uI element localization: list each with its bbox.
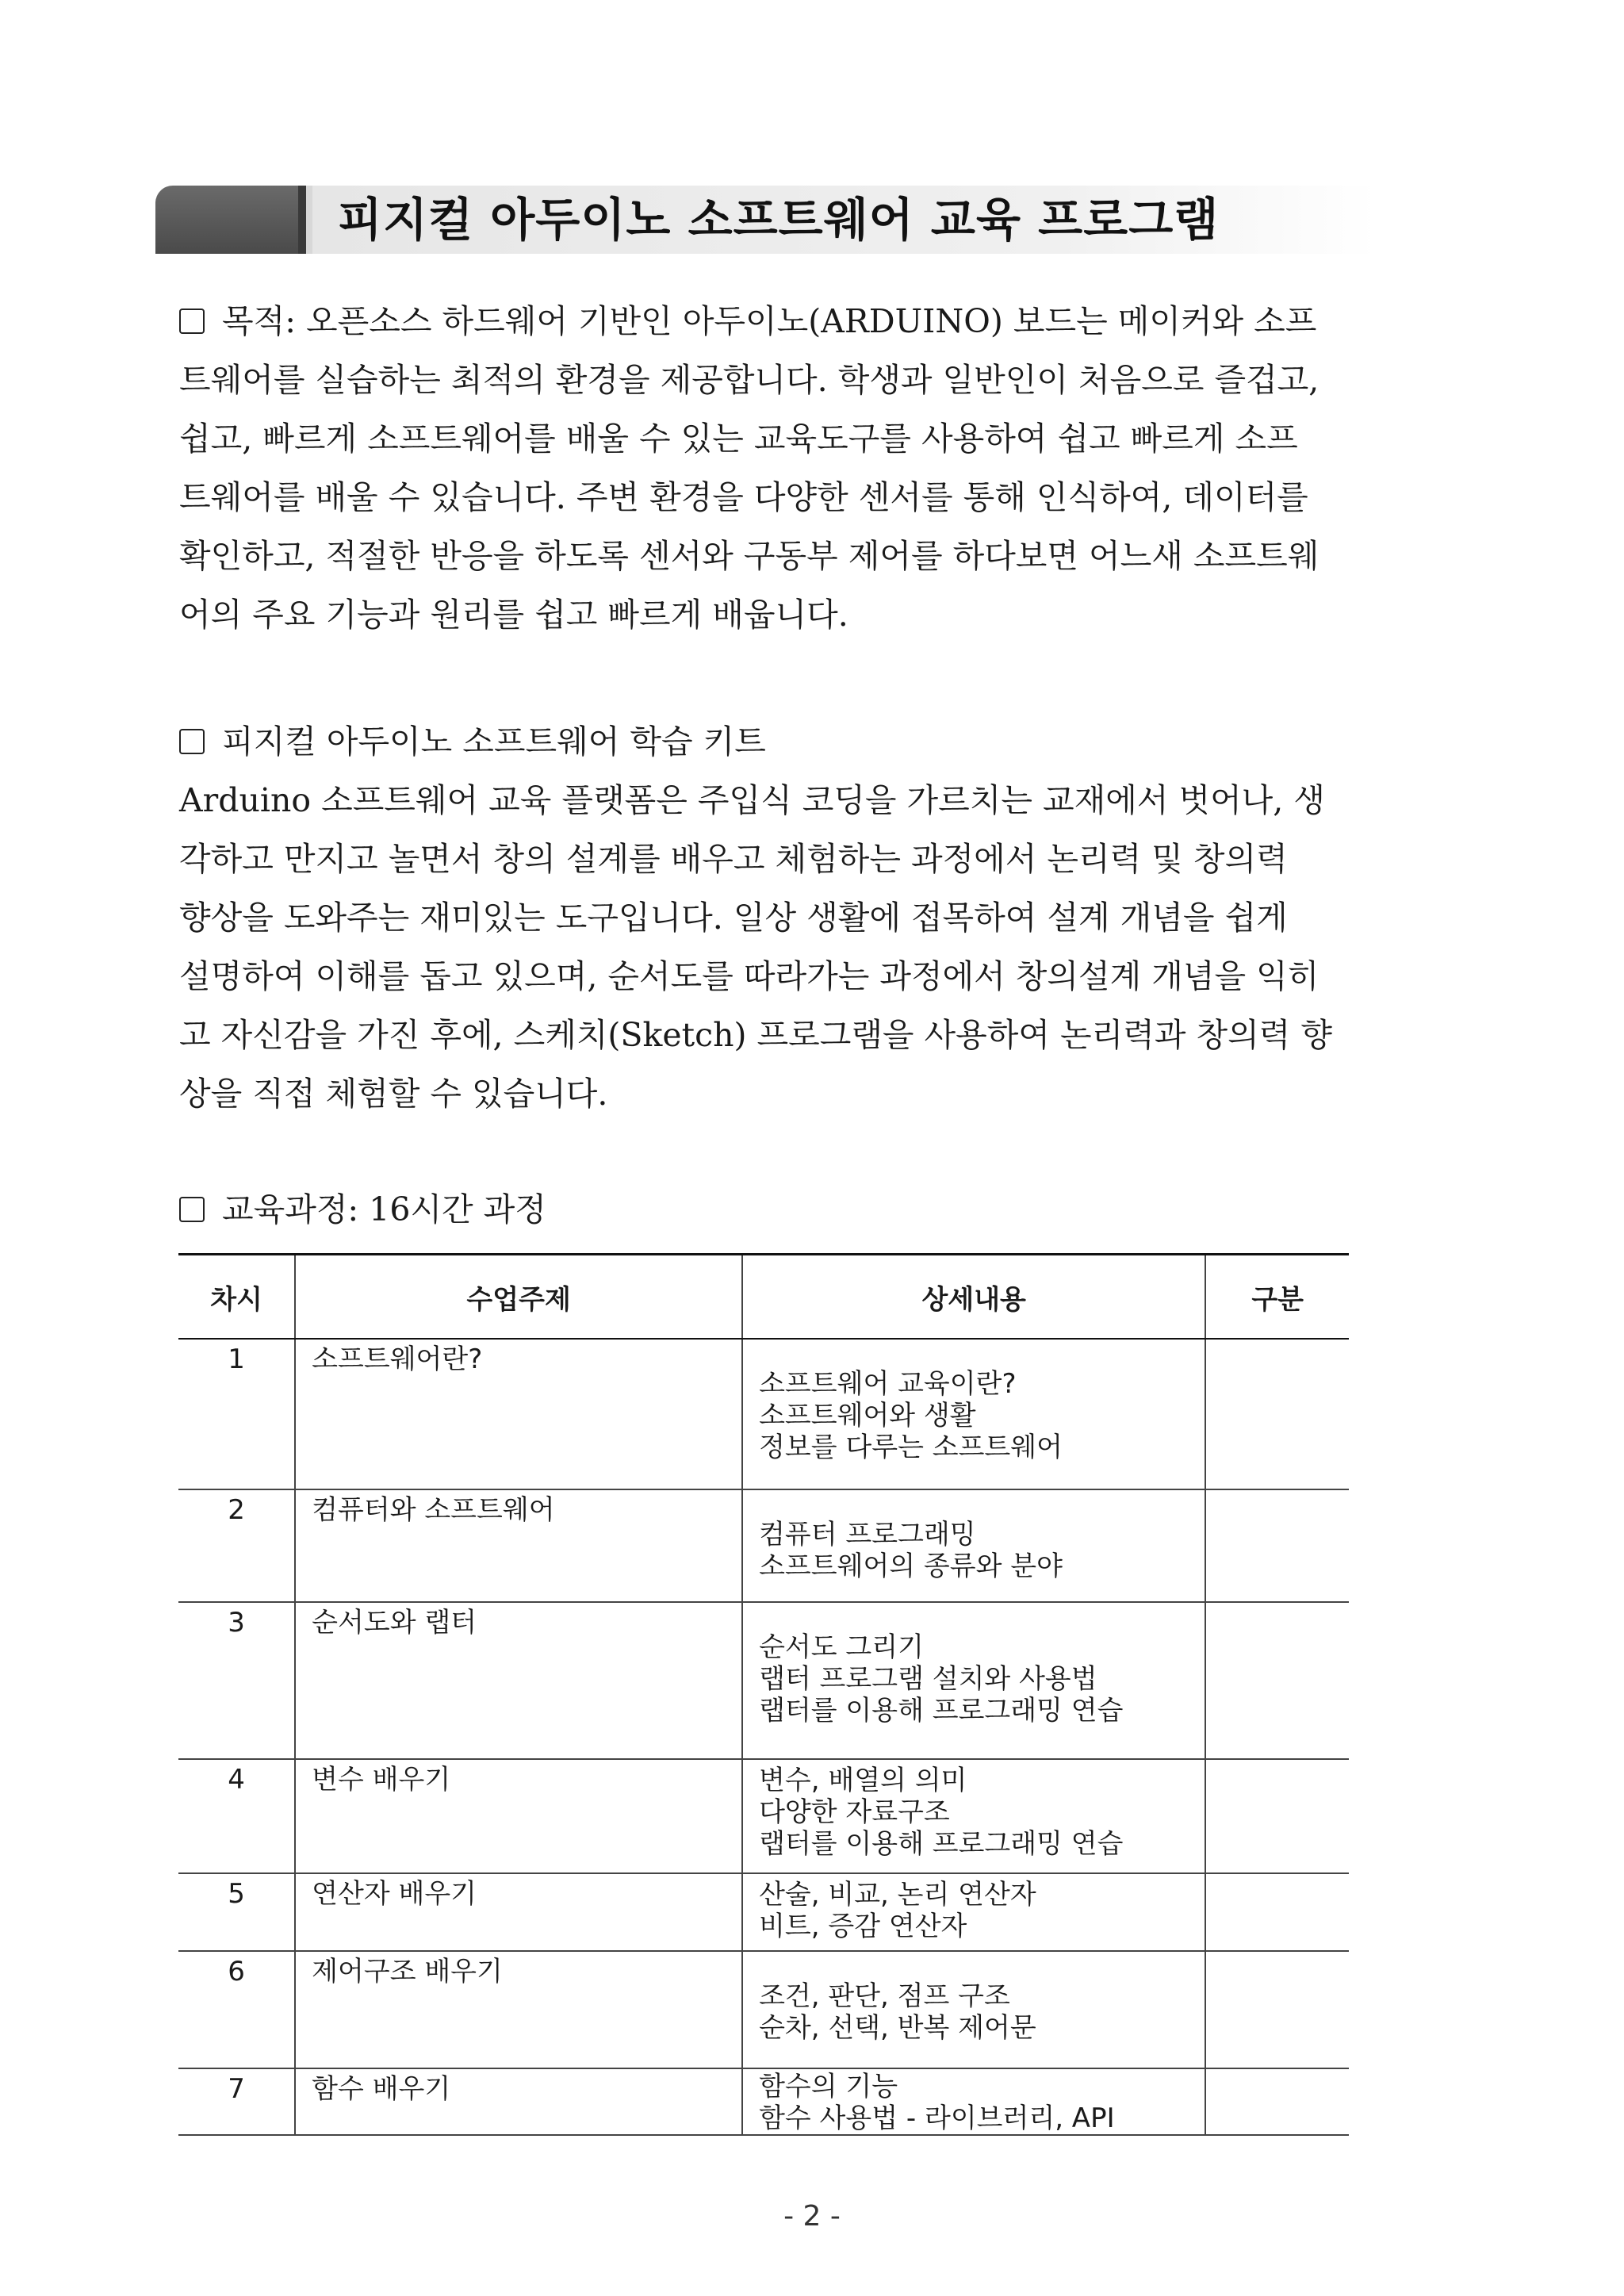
session-category [1205,1339,1349,1489]
session-details [742,1602,1205,1759]
session-category [1205,1489,1349,1602]
kit-section [179,771,1481,1123]
table-header-row [178,1255,1349,1340]
title-banner [155,186,1377,254]
detail-line: 랩터를 이용해 프로그래밍 연습 [759,1828,1124,1860]
session-number: 7 [178,2068,295,2135]
kit-line: 각하고 만지고 놀면서 창의 설계를 배우고 체험하는 과정에서 논리력 및 창의력 [179,840,1288,878]
kit-line: 고 자신감을 가진 후에, 스케치(Sketch) 프로그램을 사용하여 논리력과 창의력 향 [179,1016,1332,1054]
header-topic: 수업주제 [295,1255,742,1340]
purpose-line: 트웨어를 배울 수 있습니다. 주변 환경을 다양한 센서를 통해 인식하여, 데이터를 [179,478,1308,516]
curriculum-table [178,1253,1349,2136]
table-row [178,1602,1349,1759]
session-number: 5 [178,1873,295,1951]
header-category: 구분 [1205,1255,1349,1340]
table-row [178,1489,1349,1602]
session-category [1205,1951,1349,2068]
checkbox-icon [179,309,205,334]
kit-line: 향상을 도와주는 재미있는 도구입니다. 일상 생활에 접목하여 설계 개념을 쉽게 [179,899,1288,937]
detail-line: 컴퓨터 프로그래밍 [759,1519,976,1550]
detail-line: 랩터 프로그램 설치와 사용법 [759,1663,1097,1695]
session-topic: 제어구조 배우기 [295,1951,742,2068]
header-details: 상세내용 [742,1255,1205,1340]
checkbox-icon [179,1197,205,1222]
purpose-line: 확인하고, 적절한 반응을 하도록 센서와 구동부 제어를 하다보면 어느새 소프트웨 [179,537,1320,575]
page-number: - 2 - [783,2200,841,2233]
checkbox-icon [179,729,205,754]
detail-line: 소프트웨어와 생활 [759,1400,976,1432]
detail-line: 정보를 다루는 소프트웨어 [759,1432,1063,1463]
detail-line: 순차, 선택, 반복 제어문 [759,2012,1036,2044]
table-row [178,1339,1349,1489]
session-category [1205,1873,1349,1951]
session-number: 3 [178,1602,295,1759]
detail-line: 비트, 증감 연산자 [759,1911,967,1942]
detail-line: 조건, 판단, 점프 구조 [759,1980,1010,2012]
session-category [1205,2068,1349,2135]
title-banner-dark-block [155,186,298,254]
detail-line: 함수의 기능 [759,2071,898,2102]
detail-line: 순서도 그리기 [759,1631,924,1663]
session-category [1205,1602,1349,1759]
session-topic: 함수 배우기 [295,2068,742,2135]
purpose-line: 쉽고, 빠르게 소프트웨어를 배울 수 있는 교육도구를 사용하여 쉽고 빠르게 소프 [179,420,1298,458]
detail-line: 산술, 비교, 논리 연산자 [759,1879,1036,1911]
detail-line: 변수, 배열의 의미 [759,1765,967,1796]
session-category [1205,1759,1349,1873]
detail-line: 랩터를 이용해 프로그래밍 연습 [759,1695,1124,1727]
session-details [742,1873,1205,1951]
session-number: 1 [178,1339,295,1489]
title-banner-separator [298,186,306,254]
detail-line: 다양한 자료구조 [759,1796,950,1828]
page-title: 피지컬 아두이노 소프트웨어 교육 프로그램 [338,193,1220,247]
session-details [742,1339,1205,1489]
session-details [742,1489,1205,1602]
detail-line: 함수 사용법 - 라이브러리, API [759,2102,1115,2134]
header-session: 차시 [178,1255,295,1340]
session-topic: 소프트웨어란? [295,1339,742,1489]
session-details [742,2068,1205,2135]
kit-line: 상을 직접 체험할 수 있습니다. [179,1075,608,1113]
kit-line: 설명하여 이해를 돕고 있으며, 순서도를 따라가는 과정에서 창의설계 개념을 익히 [179,957,1320,995]
course-heading: 교육과정: 16시간 과정 [179,1180,546,1239]
session-number: 6 [178,1951,295,2068]
title-banner-separator-light [306,186,312,254]
session-topic: 연산자 배우기 [295,1873,742,1951]
session-details [742,1951,1205,2068]
purpose-line: 트웨어를 실습하는 최적의 환경을 제공합니다. 학생과 일반인이 처음으로 즐겁고, [179,361,1320,399]
purpose-line: 목적: 오픈소스 하드웨어 기반인 아두이노(ARDUINO) 보드는 메이커와 소프 [179,292,1481,351]
session-topic: 순서도와 랩터 [295,1602,742,1759]
kit-line: Arduino 소프트웨어 교육 플랫폼은 주입식 코딩을 가르치는 교재에서 벗어나, 생 [179,781,1325,819]
session-number: 4 [178,1759,295,1873]
table-row [178,1873,1349,1951]
purpose-section [179,292,1481,644]
kit-heading: 피지컬 아두이노 소프트웨어 학습 키트 [179,712,766,771]
table-row [178,2068,1349,2135]
session-details [742,1759,1205,1873]
session-topic: 컴퓨터와 소프트웨어 [295,1489,742,1602]
table-row [178,1951,1349,2068]
detail-line: 소프트웨어 교육이란? [759,1368,1017,1400]
table-row [178,1759,1349,1873]
detail-line: 소프트웨어의 종류와 분야 [759,1550,1063,1582]
session-number: 2 [178,1489,295,1602]
purpose-line: 어의 주요 기능과 원리를 쉽고 빠르게 배웁니다. [179,596,848,634]
session-topic: 변수 배우기 [295,1759,742,1873]
